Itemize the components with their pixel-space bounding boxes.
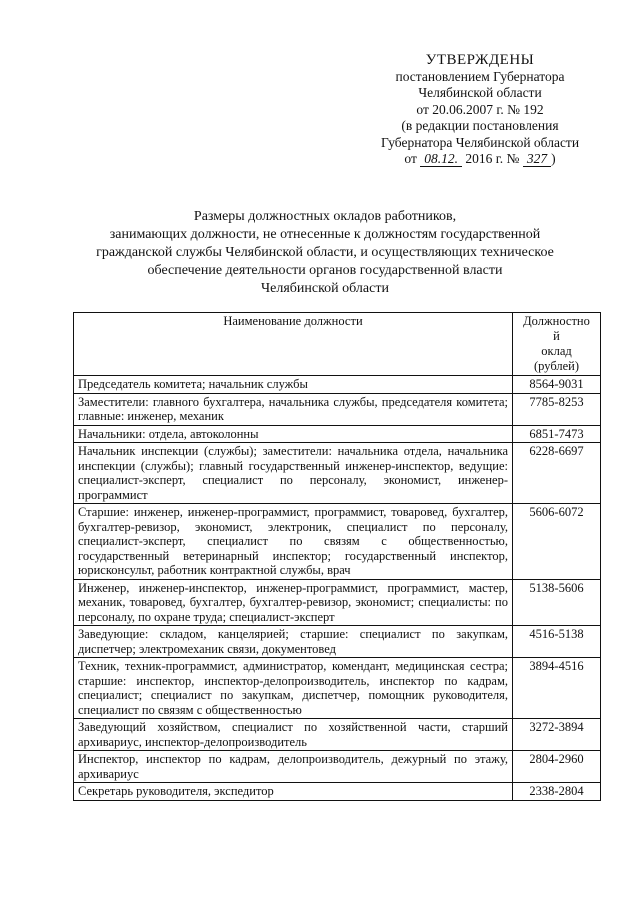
approval-line: от 20.06.2007 г. № 192 (416, 101, 544, 117)
position-name: Заведующие: складом, канцелярией; старшие: специалист по закупкам, диспетчер; электромеханик связи, документовед (74, 626, 513, 658)
salary-range: 7785-8253 (513, 393, 601, 425)
year-text: 2016 г. № (465, 151, 520, 166)
approval-line: постановлением Губернатора (395, 68, 565, 84)
approval-title: УТВЕРЖДЕНЫ (425, 52, 535, 68)
position-name: Начальники: отдела, автоколонны (74, 425, 513, 443)
salary-header-line: (рублей) (533, 359, 580, 373)
position-name: Инспектор, инспектор по кадрам, делопроизводитель, дежурный по этажу, архивариус (74, 751, 513, 783)
close-paren: ) (551, 151, 556, 166)
approval-line: (в редакции постановления (401, 118, 559, 133)
salary-range: 5606-6072 (513, 504, 601, 580)
position-name: Начальник инспекции (службы); заместители: начальника отдела, начальника инспекции (службы); главный государственный инженер-инспектор, ведущие: специалист-эксперт, специалист по персоналу, экономист, инженер-программист (74, 443, 513, 504)
table-row (74, 393, 601, 425)
position-name: Старшие: инженер, инженер-программист, программист, товаровед, бухгалтер, бухгалтер-ревизор, экономист, электроник, специалист по персоналу, специалист-эксперт, специалист по связям с общественностью, государственный ветеринарный инспектор; государственный инспектор, юрисконсульт, работник контрактной службы, врач (74, 504, 513, 580)
position-name: Секретарь руководителя, экспедитор (74, 783, 513, 801)
salary-range: 4516-5138 (513, 626, 601, 658)
table-header-row (74, 313, 601, 376)
heading-line: гражданской службы Челябинской области, и осуществляющих техническое (96, 245, 554, 260)
salary-range: 5138-5606 (513, 579, 601, 626)
position-name: Инженер, инженер-инспектор, инженер-программист, программист, мастер, механик, товаровед, бухгалтер, бухгалтер-ревизор, экономист; специалисты: по персоналу, по охране труда; специалист-эксперт (74, 579, 513, 626)
position-name: Председатель комитета; начальник службы (74, 376, 513, 394)
salary-table (73, 312, 601, 801)
approval-line: Челябинской области (418, 85, 542, 100)
approval-stamp (335, 52, 625, 168)
heading-line: Размеры должностных окладов работников, (193, 209, 457, 224)
heading-line: занимающих должности, не отнесенные к должностям государственной (109, 227, 541, 242)
table-row (74, 626, 601, 658)
salary-range: 2804-2960 (513, 751, 601, 783)
position-name: Техник, техник-программист, администратор, комендант, медицинская сестра; старшие: инспектор, инспектор-делопроизводитель, инспектор по кадрам, специалист; специалист по закупкам, диспетчер, помощник руководителя, специалист по связям с общественностью (74, 658, 513, 719)
amendment-date: 08.12. (420, 152, 462, 167)
date-prefix: от (404, 151, 417, 166)
table-row (74, 376, 601, 394)
heading-line: Челябинской области (261, 281, 389, 296)
table-row (74, 443, 601, 504)
salary-header (513, 313, 601, 376)
salary-header-line: й (553, 329, 560, 343)
table-row (74, 425, 601, 443)
salary-range: 8564-9031 (513, 376, 601, 394)
position-name-header: Наименование должности (74, 313, 513, 376)
salary-header-line: Должностно (523, 314, 590, 328)
position-name: Заместители: главного бухгалтера, начальника службы, председателя комитета; главные: инженер, механик (74, 393, 513, 425)
table-row (74, 658, 601, 719)
salary-range: 6851-7473 (513, 425, 601, 443)
table-row (74, 719, 601, 751)
position-name: Заведующий хозяйством, специалист по хозяйственной части, старший архивариус, инспектор-делопроизводитель (74, 719, 513, 751)
table-row (74, 579, 601, 626)
approval-date-line (335, 151, 625, 168)
salary-range: 6228-6697 (513, 443, 601, 504)
heading-line: обеспечение деятельности органов государственной власти (147, 263, 503, 278)
table-row (74, 504, 601, 580)
table-row (74, 751, 601, 783)
salary-header-line: оклад (541, 344, 572, 358)
salary-range: 3894-4516 (513, 658, 601, 719)
table-row (74, 783, 601, 801)
salary-range: 2338-2804 (513, 783, 601, 801)
salary-range: 3272-3894 (513, 719, 601, 751)
amendment-number: 327 (523, 152, 551, 167)
document-heading (60, 208, 590, 298)
approval-line: Губернатора Челябинской области (380, 134, 580, 150)
